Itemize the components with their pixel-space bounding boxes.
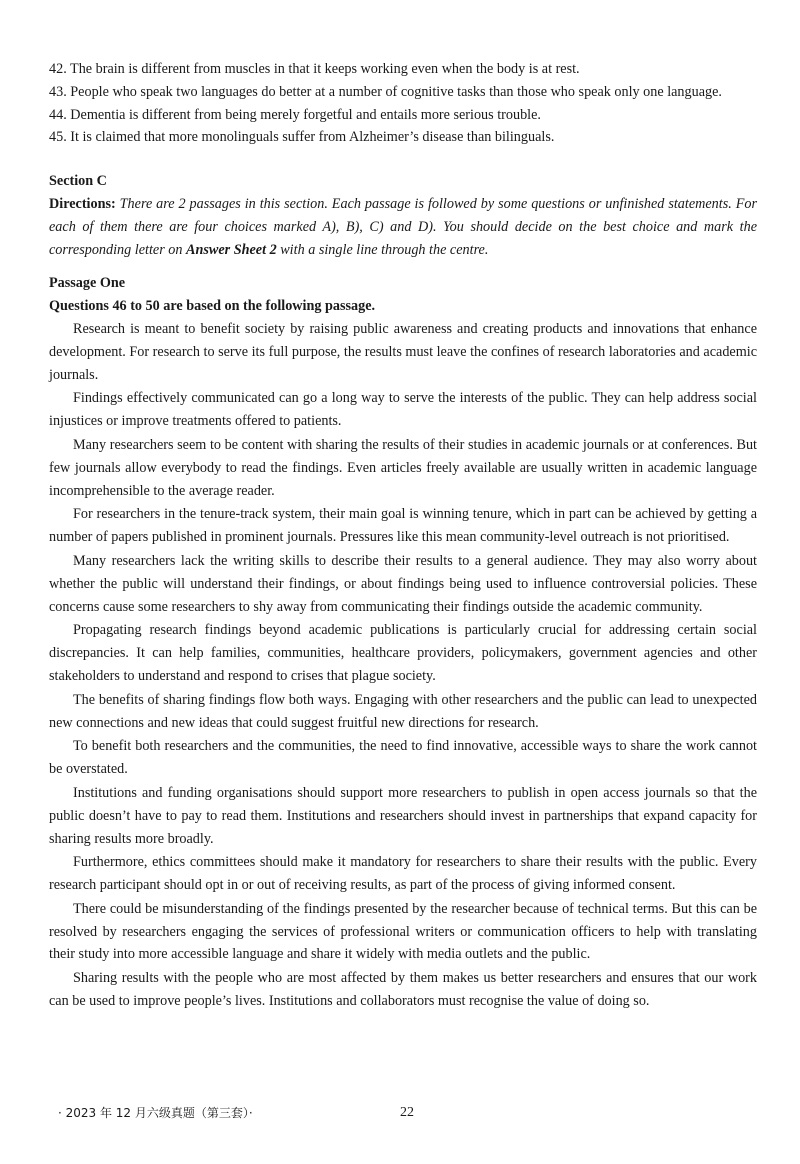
passage-paragraph: Many researchers seem to be content with sharing the results of their studies in academic journals or at conferences. But few journals allow everybody to read the findings. Even articles freely available are usually written in academic language incomprehensible to the average reader. <box>49 436 757 499</box>
passage-paragraph: Propagating research findings beyond academic publications is particularly crucial for addressing certain social discrepancies. It can help families, communities, healthcare providers, policymakers, government agencies and other stakeholders to understand and respond to crises that plague society. <box>49 622 757 684</box>
page-number: 22 <box>400 1105 414 1120</box>
statement-44: 44. Dementia is different from being merely forgetful and entails more serious trouble. <box>49 106 541 123</box>
passage-paragraph: Many researchers lack the writing skills to describe their results to a general audience. They may also worry about whether the public will understand their findings, or about findings being used to influence controversial policies. These concerns cause some researchers to shy away from communicating their findings outside the academic community. <box>49 552 757 615</box>
passage-title: Passage One <box>49 275 126 292</box>
statement-list <box>49 58 757 149</box>
passage-paragraph: Institutions and funding organisations should support more researchers to publish in open access journals so that the public doesn’t have to pay to read them. Institutions and researchers should invest in partnerships that expand capacity for sharing results more broadly. <box>49 784 757 847</box>
passage-paragraph: The benefits of sharing findings flow both ways. Engaging with other researchers and the public can lead to unexpected new connections and new ideas that could suggest fruitful new directions for research. <box>49 691 757 731</box>
footer-source: · 2023 年 12 月六级真题（第三套）· <box>58 1106 253 1120</box>
passage-paragraph: There could be misunderstanding of the findings presented by the researcher because of technical terms. But this can be resolved by researchers engaging the services of professional writers or communication officers to help with translating their study into more accessible language and share it widely with media outlets and the public. <box>49 900 757 963</box>
directions-text: There are 2 passages in this section. Each passage is followed by some questions or unfinished statements. For each of them there are four choices marked A), B), C) and D). You should decide on the best choice and mark the corresponding letter on <box>49 195 757 258</box>
section-title: Section C <box>49 173 107 190</box>
statement-42: 42. The brain is different from muscles in that it keeps working even when the body is at rest. <box>49 61 580 77</box>
answer-sheet-label: Answer Sheet 2 <box>186 241 277 258</box>
statement-45: 45. It is claimed that more monolinguals suffer from Alzheimer’s disease than bilinguals. <box>49 129 555 146</box>
statement-43: 43. People who speak two languages do better at a number of cognitive tasks than those who speak only one language. <box>49 83 722 100</box>
section-directions <box>49 193 757 261</box>
directions-label: Directions: <box>49 195 116 212</box>
directions-text-end: with a single line through the centre. <box>280 241 489 258</box>
passage-paragraph: Research is meant to benefit society by raising public awareness and creating products and innovations that enhance development. For research to serve its full purpose, the results must leave the confines of research laboratories and academic journals. <box>49 320 757 383</box>
passage-body <box>49 318 757 1013</box>
passage-paragraph: Sharing results with the people who are most affected by them makes us better researchers and ensures that our work can be used to improve people’s lives. Institutions and collaborators must recognise the value of doing so. <box>49 970 757 1010</box>
passage-paragraph: Furthermore, ethics committees should make it mandatory for researchers to share their results with the public. Every research participant should opt in or out of receiving results, as part of the process of giving informed consent. <box>49 854 757 894</box>
questions-heading: Questions 46 to 50 are based on the following passage. <box>49 298 376 315</box>
exam-page <box>49 58 757 1013</box>
passage-paragraph: To benefit both researchers and the communities, the need to find innovative, accessible ways to share the work cannot be overstated. <box>49 738 757 778</box>
passage-paragraph: Findings effectively communicated can go a long way to serve the interests of the public. They can help address social injustices or improve treatments offered to patients. <box>49 390 757 430</box>
passage-paragraph: For researchers in the tenure-track system, their main goal is winning tenure, which in part can be achieved by getting a number of papers published in prominent journals. Pressures like this mean community-level outreach is not prioritised. <box>49 506 757 546</box>
